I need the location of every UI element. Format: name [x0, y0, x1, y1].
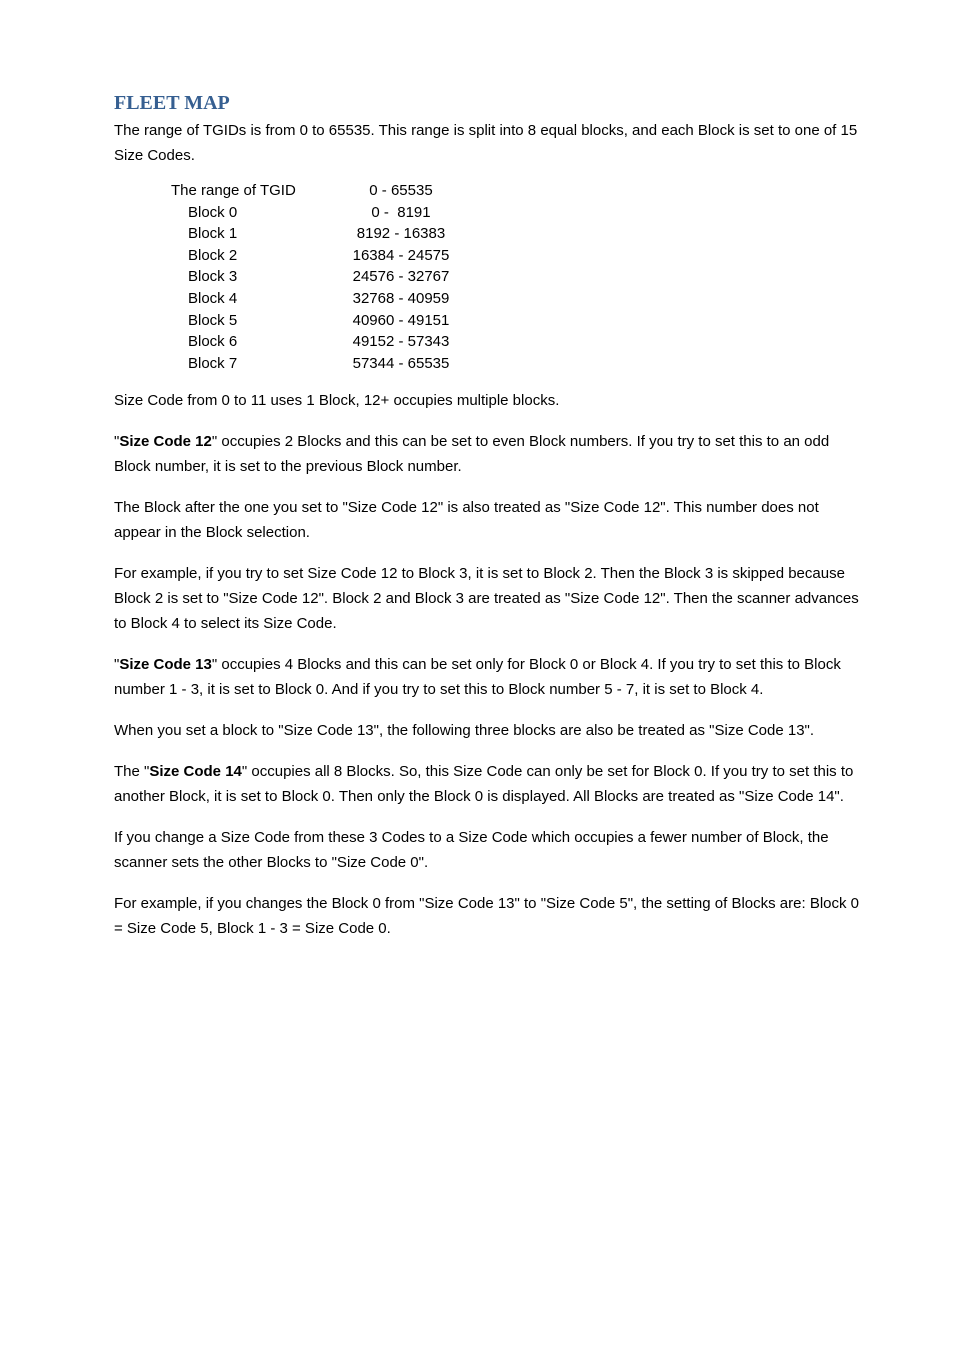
- range-row: [171, 331, 866, 353]
- page-title: FLEET MAP: [114, 92, 230, 114]
- range-header-label: The range of TGID: [171, 182, 296, 199]
- block-range: 16384 - 24575: [352, 246, 450, 264]
- block-range: 49152 - 57343: [352, 333, 450, 351]
- size-code-12-followup-paragraph: The Block after the one you set to "Size Code 12" is also treated as "Size Code 12". This number does not appear in the Block selection.: [114, 499, 819, 542]
- size-code-12-paragraph: [114, 429, 866, 479]
- sc14-prefix: The ": [114, 763, 150, 781]
- example-paragraph-2: For example, if you changes the Block 0 from "Size Code 13" to "Size Code 5", the setting of Blocks are: Block 0 = Size Code 5, Block 1 - 3 = Size Code 0.: [114, 895, 860, 938]
- sc12-text: " occupies 2 Blocks and this can be set to even Block numbers. If you try to set this to an odd Block number, it is set to the previous Block number.: [114, 433, 830, 476]
- block-label: Block 1: [188, 225, 238, 243]
- size-code-13-paragraph: [114, 652, 866, 702]
- block-range: 40960 - 49151: [352, 311, 450, 329]
- sc12-term: Size Code 12: [119, 433, 212, 451]
- range-header-row: [171, 180, 866, 202]
- change-size-code-paragraph: If you change a Size Code from these 3 Codes to a Size Code which occupies a fewer number of Block, the scanner sets the other Blocks to "Size Code 0".: [114, 829, 829, 872]
- block-range: 8192 - 16383: [356, 225, 446, 243]
- range-row: [171, 310, 866, 332]
- block-range: 57344 - 65535: [352, 354, 450, 372]
- block-label: Block 7: [188, 354, 238, 372]
- block-label: Block 6: [188, 333, 238, 351]
- range-row: [171, 245, 866, 267]
- block-range: 24576 - 32767: [352, 268, 450, 286]
- size-code-blocks-paragraph: Size Code from 0 to 11 uses 1 Block, 12+ occupies multiple blocks.: [114, 392, 560, 410]
- block-range: 32768 - 40959: [352, 289, 450, 307]
- block-range: 0 - 8191: [371, 203, 431, 221]
- block-label: Block 0: [188, 203, 238, 221]
- block-label: Block 5: [188, 311, 238, 329]
- block-label: Block 3: [188, 268, 238, 286]
- range-row: [171, 266, 866, 288]
- block-label: Block 2: [188, 246, 238, 264]
- example-paragraph-1: For example, if you try to set Size Code 12 to Block 3, it is set to Block 2. Then the Block 3 is skipped because Block 2 is set to "Size Code 12". Block 2 and Block 3 are treated as "Size Code 12". Then the scanner advances to Block 4 to select its Size Code.: [114, 565, 859, 633]
- sc12-prefix: ": [114, 433, 120, 451]
- range-row: [171, 353, 866, 375]
- document-page: [114, 88, 866, 957]
- range-header-value: 0 - 65535: [369, 182, 433, 199]
- sc14-term: Size Code 14: [149, 763, 242, 781]
- intro-paragraph: The range of TGIDs is from 0 to 65535. This range is split into 8 equal blocks, and each Block is set to one of 15 Size Codes.: [114, 122, 858, 164]
- sc13-term: Size Code 13: [119, 656, 212, 674]
- size-code-13-followup-paragraph: When you set a block to "Size Code 13", the following three blocks are also be treated as "Size Code 13".: [114, 722, 815, 740]
- range-row: [171, 202, 866, 224]
- sc13-prefix: ": [114, 656, 120, 674]
- block-label: Block 4: [188, 289, 238, 307]
- size-code-14-paragraph: [114, 759, 866, 809]
- sc13-text: " occupies 4 Blocks and this can be set only for Block 0 or Block 4. If you try to set this to Block number 1 - 3, it is set to Block 0. And if you try to set this to Block number 5 - 7, it is set to Block 4.: [114, 656, 841, 699]
- range-row: [171, 288, 866, 310]
- range-row: [171, 223, 866, 245]
- sc14-text: " occupies all 8 Blocks. So, this Size Code can only be set for Block 0. If you try to set this to another Block, it is set to Block 0. Then only the Block 0 is displayed. All Blocks are treated as "Size Code 14".: [114, 763, 854, 806]
- tgid-range-table: [171, 180, 866, 374]
